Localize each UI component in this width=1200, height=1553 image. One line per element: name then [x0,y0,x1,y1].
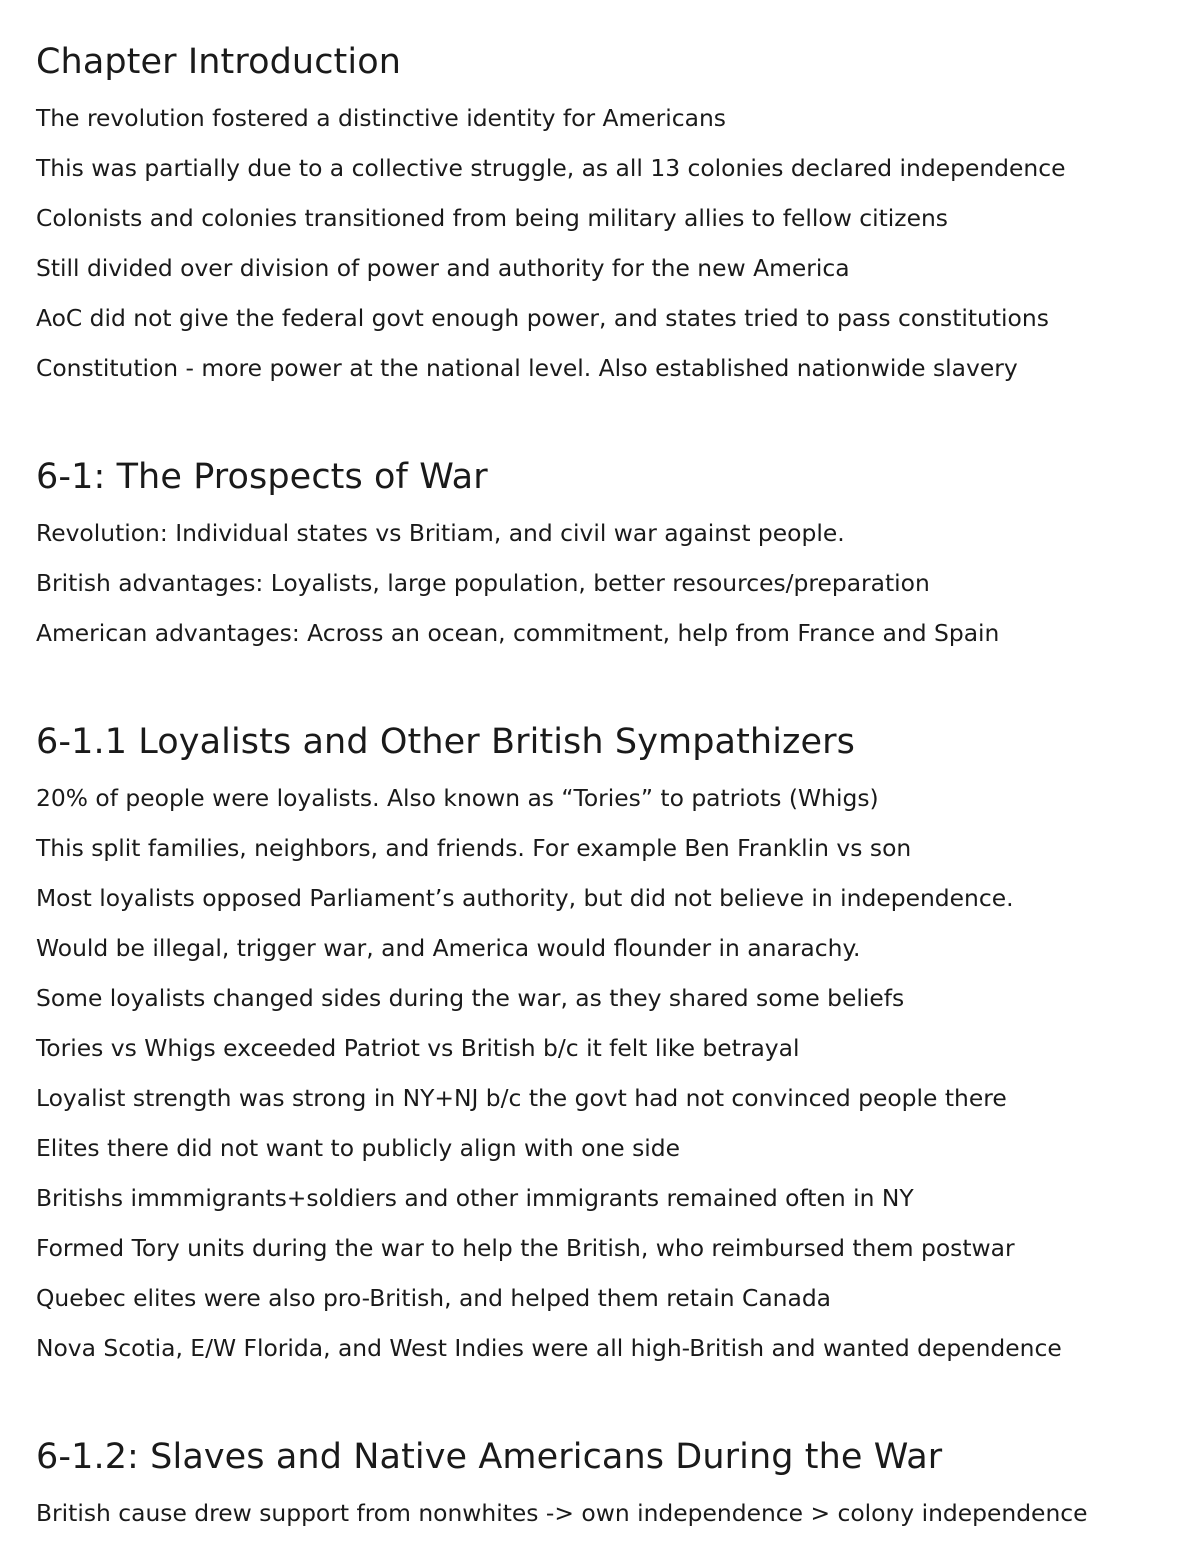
note-line: Constitution - more power at the national level. Also established nationwide slavery [36,354,1018,382]
document-page [36,0,1186,1538]
note-line: Revolution: Individual states vs Britiam, and civil war against people. [36,519,845,547]
section-heading: 6-1.1 Loyalists and Other British Sympathizers [36,722,855,762]
note-line: Still divided over division of power and authority for the new America [36,254,850,282]
note-line: Loyalist strength was strong in NY+NJ b/c the govt had not convinced people there [36,1084,1007,1112]
note-line: The revolution fostered a distinctive identity for Americans [36,104,726,132]
note-line: Colonists and colonies transitioned from being military allies to fellow citizens [36,204,948,232]
section-heading: 6-1.2: Slaves and Native Americans During the War [36,1437,943,1477]
note-line: Britishs immmigrants+soldiers and other immigrants remained often in NY [36,1184,914,1212]
note-line: British advantages: Loyalists, large population, better resources/preparation [36,569,930,597]
note-line: Quebec elites were also pro-British, and helped them retain Canada [36,1284,832,1312]
section-chapter-introduction [36,0,1186,393]
note-line: This was partially due to a collective struggle, as all 13 colonies declared independence [36,154,1066,182]
section-heading: Chapter Introduction [36,42,402,82]
section-heading: 6-1: The Prospects of War [36,457,488,497]
note-line: Formed Tory units during the war to help the British, who reimbursed them postwar [36,1234,1015,1262]
note-line: AoC did not give the federal govt enough power, and states tried to pass constitutions [36,304,1049,332]
section-loyalists [36,658,1186,1373]
note-line: Most loyalists opposed Parliament’s authority, but did not believe in independence. [36,884,1014,912]
note-line: Some loyalists changed sides during the war, as they shared some beliefs [36,984,905,1012]
note-line: American advantages: Across an ocean, commitment, help from France and Spain [36,619,1000,647]
note-line: This split families, neighbors, and friends. For example Ben Franklin vs son [36,834,912,862]
note-line: Would be illegal, trigger war, and America would flounder in anarachy. [36,934,861,962]
section-prospects-of-war [36,393,1186,658]
section-slaves-native-americans [36,1373,1186,1538]
note-line: Tories vs Whigs exceeded Patriot vs British b/c it felt like betrayal [36,1034,800,1062]
note-line: 20% of people were loyalists. Also known as “Tories” to patriots (Whigs) [36,784,879,812]
note-line: British cause drew support from nonwhites -> own independence > colony independence [36,1499,1088,1527]
note-line: Elites there did not want to publicly align with one side [36,1134,680,1162]
note-line: Nova Scotia, E/W Florida, and West Indies were all high-British and wanted dependence [36,1334,1062,1362]
